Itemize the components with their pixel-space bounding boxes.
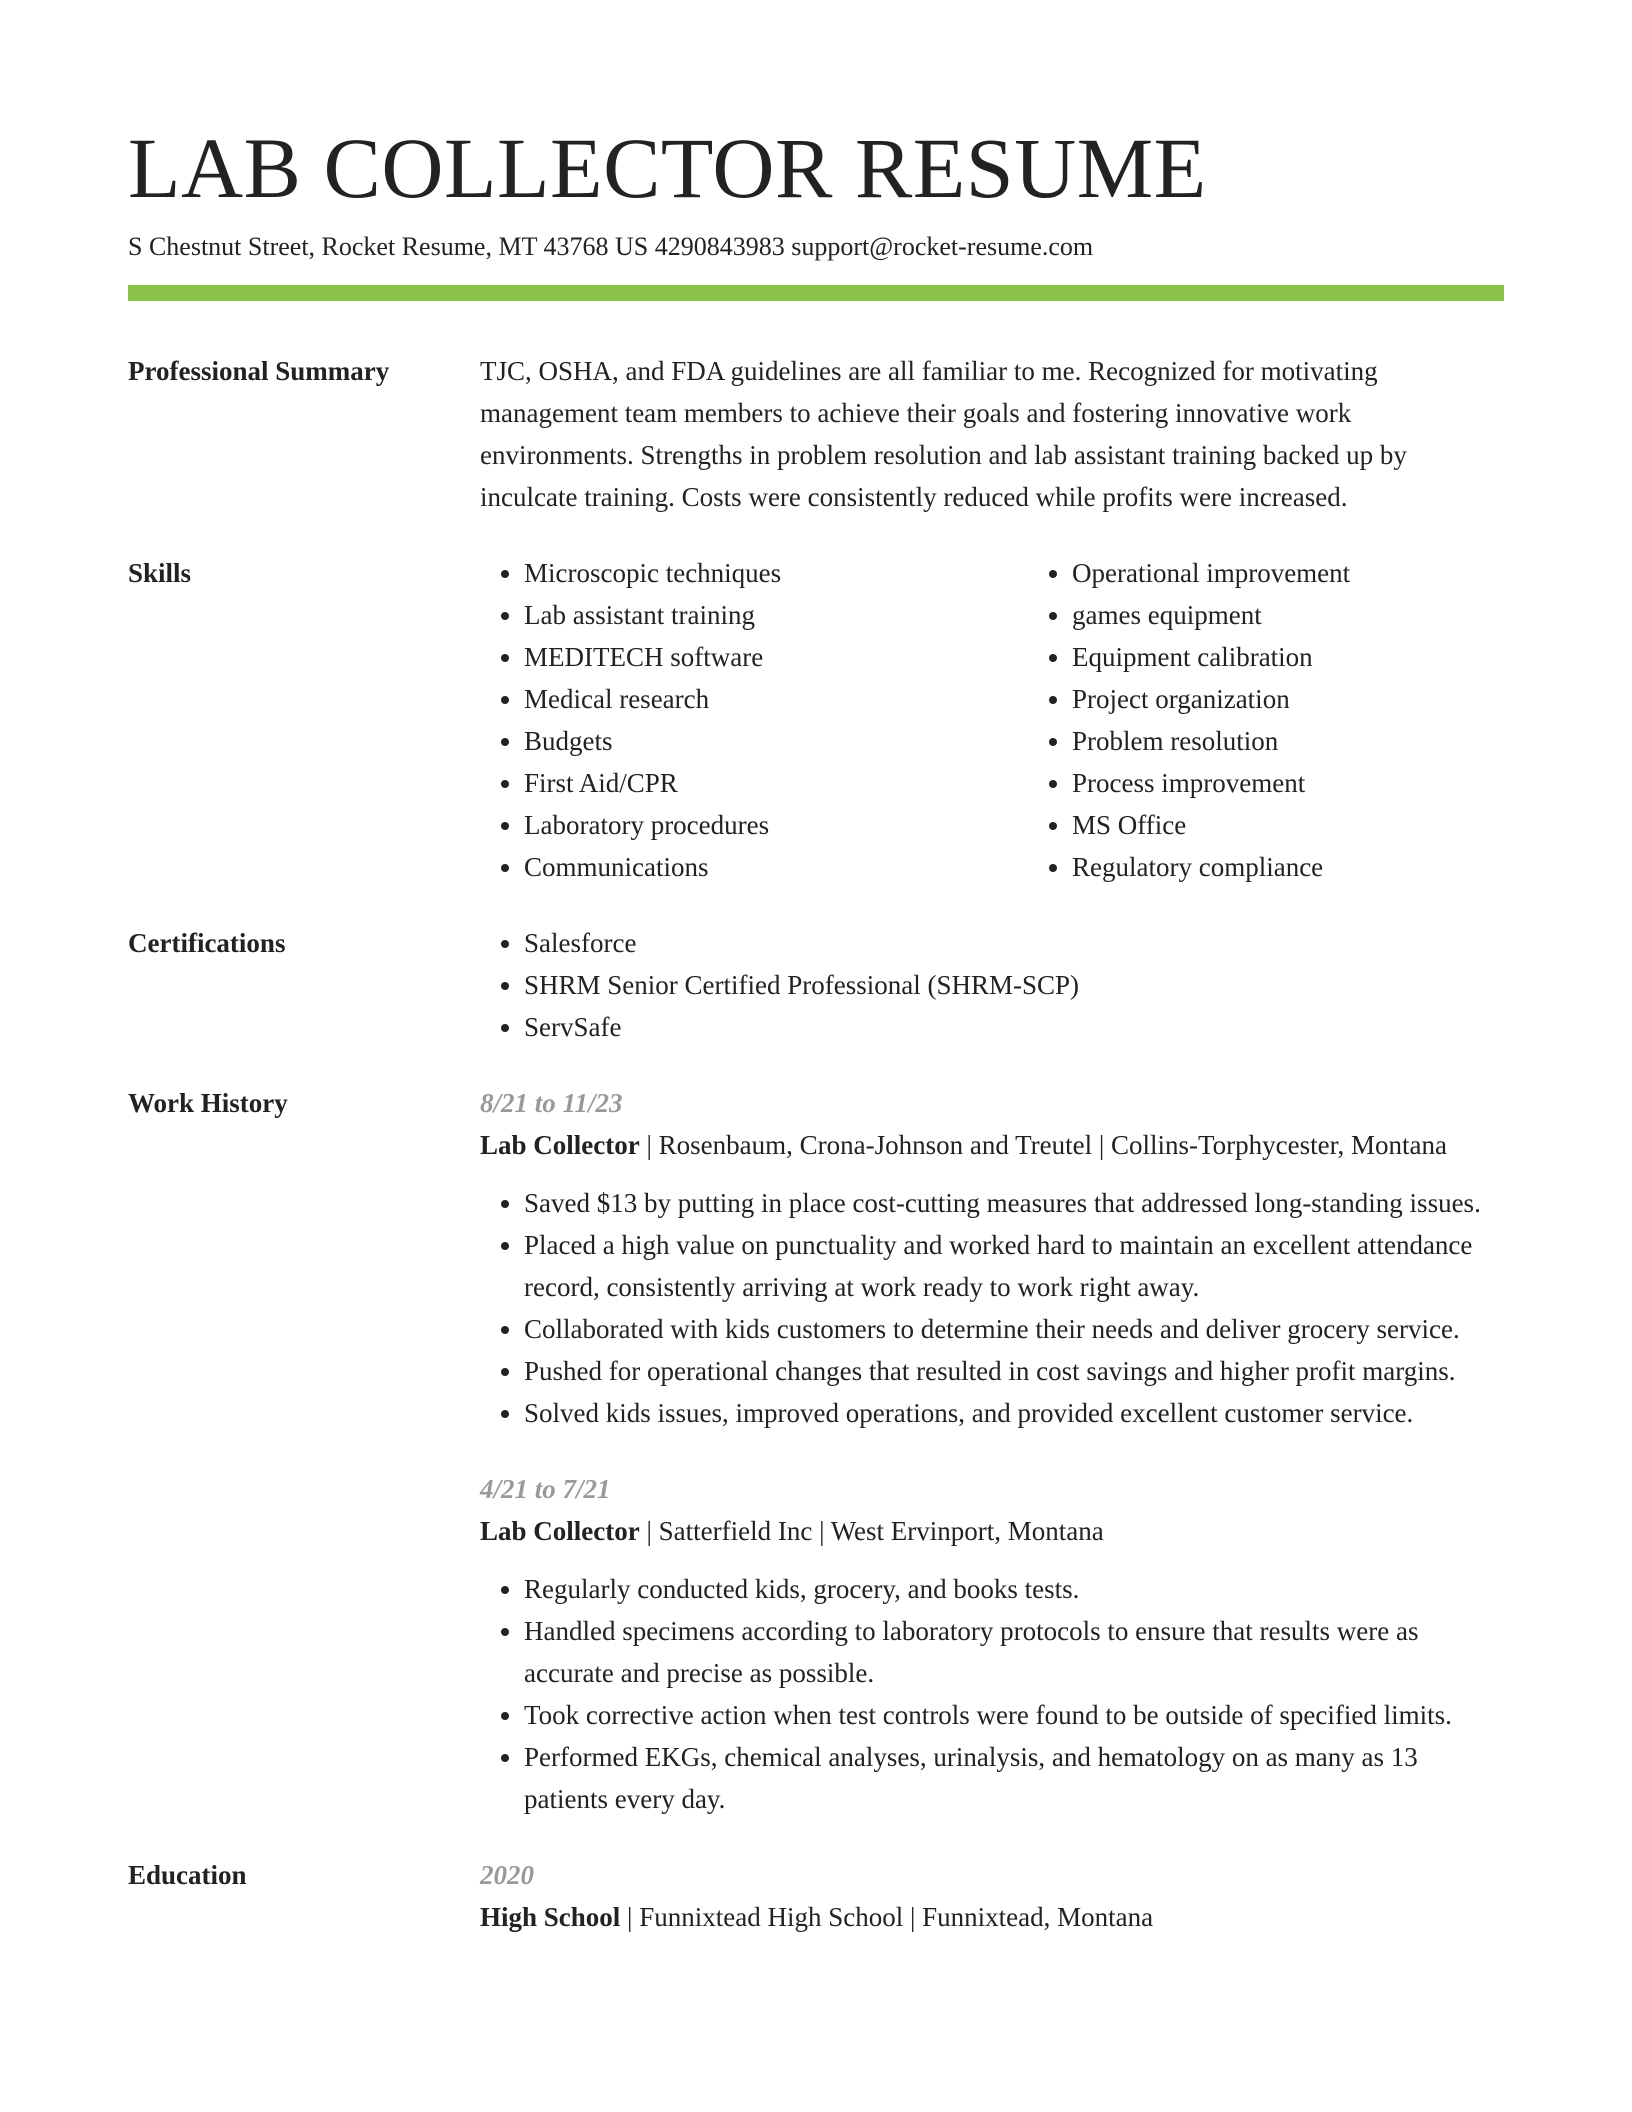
education-heading [480,1896,1504,1938]
section-label: Professional Summary [128,356,390,386]
section-body [480,1854,1504,1938]
skill-item: • Process improvement [1072,762,1576,804]
job-company-location: | Rosenbaum, Crona-Johnson and Treutel | Collins-Torphycester, Montana [639,1130,1447,1160]
skill-item: • Project organization [1072,678,1576,720]
section-body [480,1082,1504,1820]
skills-columns [480,552,1576,888]
job-bullets [480,1182,1504,1434]
job-bullet: • Solved kids issues, improved operations, and provided excellent customer service. [524,1392,1504,1434]
section-work-history [128,1082,1504,1820]
certification-item: • Salesforce [524,922,1504,964]
job-bullets [480,1568,1504,1820]
section-education [128,1854,1504,1938]
job-bullet: • Regularly conducted kids, grocery, and books tests. [524,1568,1504,1610]
job-bullet: • Handled specimens according to laboratory protocols to ensure that results were as accurate and precise as possible. [524,1610,1504,1694]
education-date: 2020 [480,1860,534,1890]
job-bullet: • Collaborated with kids customers to determine their needs and deliver grocery service. [524,1308,1504,1350]
contact-line: S Chestnut Street, Rocket Resume, MT 43768 US 4290843983 support@rocket-resume.com [128,232,1094,261]
job-bullet: • Pushed for operational changes that resulted in cost savings and higher profit margins. [524,1350,1504,1392]
skill-item: • Budgets [524,720,1028,762]
education-school-location: | Funnixtead High School | Funnixtead, Montana [620,1902,1154,1932]
skill-item: • Problem resolution [1072,720,1576,762]
section-label: Work History [128,1088,288,1118]
job-bullet: • Saved $13 by putting in place cost-cutting measures that addressed long-standing issues. [524,1182,1504,1224]
skills-list-left [480,552,1028,888]
certifications-list [480,922,1504,1048]
skill-item: • Regulatory compliance [1072,846,1576,888]
skill-item: • MEDITECH software [524,636,1028,678]
section-skills [128,552,1504,888]
skills-list-right [1028,552,1576,888]
skill-item: • Operational improvement [1072,552,1576,594]
skill-item: • First Aid/CPR [524,762,1028,804]
job-entry [480,1082,1504,1434]
section-label: Skills [128,558,192,588]
section-body [480,350,1504,518]
job-title: Lab Collector [480,1130,640,1160]
skill-item: • Laboratory procedures [524,804,1028,846]
resume-sections [128,350,1504,1972]
section-body [480,922,1504,1048]
skill-item: • Medical research [524,678,1028,720]
skill-item: • MS Office [1072,804,1576,846]
job-bullet: • Placed a high value on punctuality and worked hard to maintain an excellent attendance record, consistently arriving at work ready to work right away. [524,1224,1504,1308]
job-entry [480,1468,1504,1820]
certification-item: • ServSafe [524,1006,1504,1048]
accent-divider [128,285,1504,301]
section-professional-summary [128,350,1504,518]
section-certifications [128,922,1504,1048]
skill-item: • Microscopic techniques [524,552,1028,594]
job-heading [480,1124,1504,1166]
job-heading [480,1510,1504,1552]
skill-item: • games equipment [1072,594,1576,636]
resume-title: LAB COLLECTOR RESUME [128,120,1207,216]
job-bullet: • Performed EKGs, chemical analyses, urinalysis, and hematology on as many as 13 patients every day. [524,1736,1504,1820]
summary-text: TJC, OSHA, and FDA guidelines are all familiar to me. Recognized for motivating management team members to achieve their goals and fostering innovative work environments. Strengths in problem resolution and lab assistant training backed up by inculcate training. Costs were consistently reduced while profits were increased. [480,356,1407,512]
skill-item: • Communications [524,846,1028,888]
job-bullet: • Took corrective action when test controls were found to be outside of specified limits. [524,1694,1504,1736]
skill-item: • Lab assistant training [524,594,1028,636]
certification-item: • SHRM Senior Certified Professional (SHRM-SCP) [524,964,1504,1006]
job-company-location: | Satterfield Inc | West Ervinport, Montana [639,1516,1104,1546]
job-date: 8/21 to 11/23 [480,1088,623,1118]
job-title: Lab Collector [480,1516,640,1546]
job-date: 4/21 to 7/21 [480,1474,611,1504]
skill-item: • Equipment calibration [1072,636,1576,678]
section-label: Certifications [128,928,286,958]
education-degree: High School [480,1902,621,1932]
resume-header [128,118,1504,264]
section-label: Education [128,1860,247,1890]
